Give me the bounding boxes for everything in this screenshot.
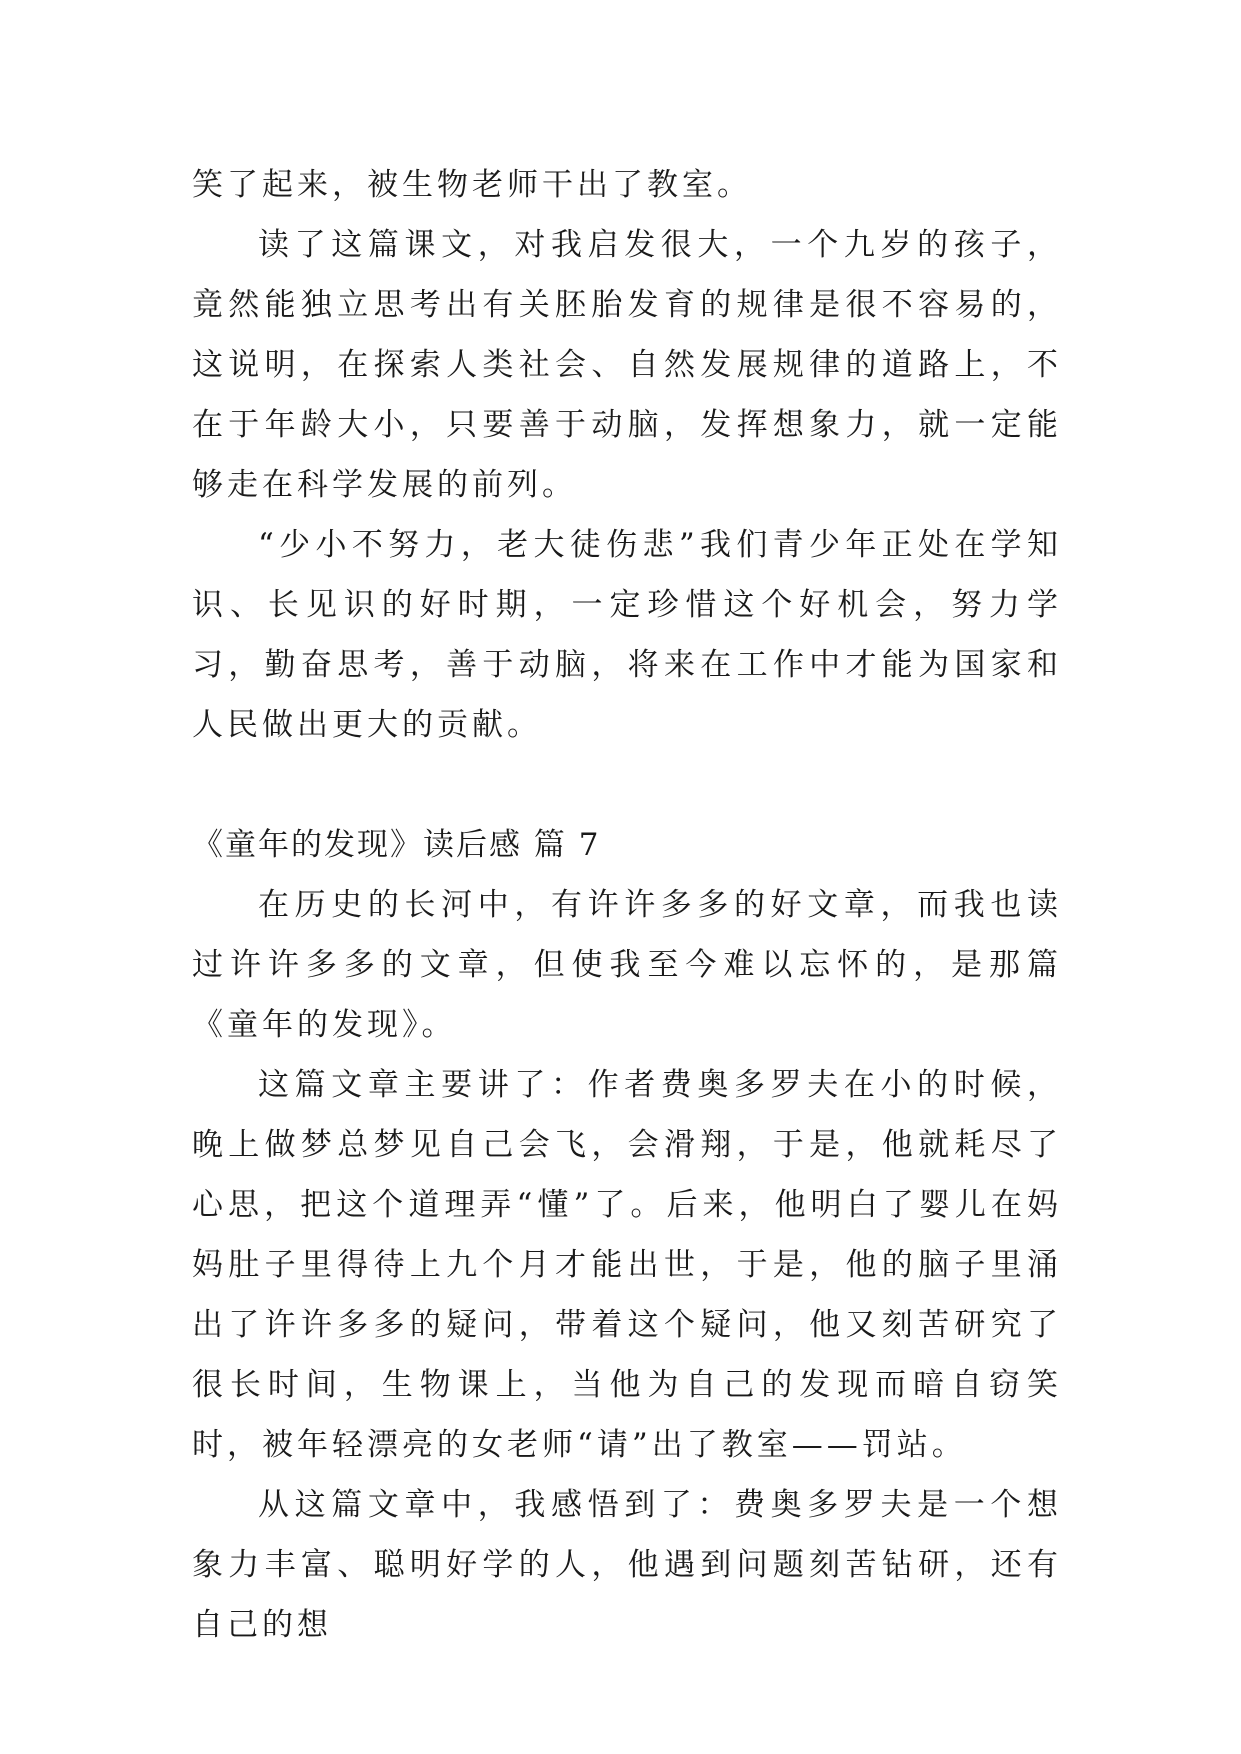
paragraph-summary: 这篇文章主要讲了：作者费奥多罗夫在小的时候，晚上做梦总梦见自己会飞，会滑翔，于是，他就耗尽了心思，把这个道理弄“懂”了。后来，他明白了婴儿在妈妈肚子里得待上九个月才能出世，于是，他的脑子里涌出了许许多多的疑问，带着这个疑问，他又刻苦研究了很长时间，生物课上，当他为自己的发现而暗自窃笑时，被年轻漂亮的女老师“请”出了教室——罚站。: [192, 1067, 1062, 1463]
paragraph-continuation: 笑了起来，被生物老师干出了教室。: [192, 167, 752, 203]
paragraph-reflection: 读了这篇课文，对我启发很大，一个九岁的孩子，竟然能独立思考出有关胚胎发育的规律是很不容易的，这说明，在探索人类社会、自然发展规律的道路上，不在于年龄大小，只要善于动脑，发挥想象力，就一定能够走在科学发展的前列。: [192, 227, 1062, 503]
section-heading: 《童年的发现》读后感 篇 7: [192, 827, 601, 863]
paragraph-intro: 在历史的长河中，有许许多多的好文章，而我也读过许许多多的文章，但使我至今难以忘怀的，是那篇《童年的发现》。: [192, 887, 1062, 1043]
paragraph-insight: 从这篇文章中，我感悟到了：费奥多罗夫是一个想象力丰富、聪明好学的人，他遇到问题刻苦钻研，还有自己的想: [192, 1487, 1062, 1643]
paragraph-conclusion: “少小不努力，老大徒伤悲”我们青少年正处在学知识、长见识的好时期，一定珍惜这个好机会，努力学习，勤奋思考，善于动脑，将来在工作中才能为国家和人民做出更大的贡献。: [192, 527, 1062, 743]
document-body: [192, 155, 1062, 1655]
